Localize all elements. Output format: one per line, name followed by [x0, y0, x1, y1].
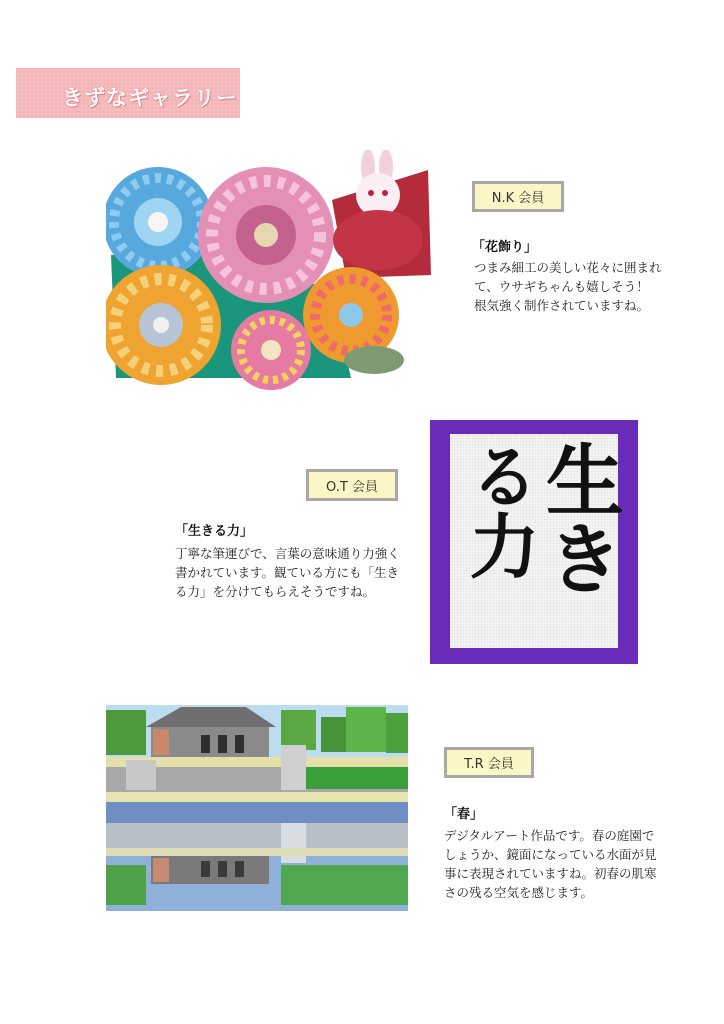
description-line: て、ウサギちゃんも嬉しそう！	[474, 279, 649, 294]
work-description-ikiru-chikara	[175, 544, 415, 601]
calligraphy-column-left: る力	[458, 440, 541, 580]
description-line: さの残る空気を感じます。	[444, 885, 594, 900]
description-line: る力」を分けてもらえそうですね。	[175, 584, 376, 599]
work-title-hanakazari: 「花飾り」	[472, 240, 538, 255]
member-tag-nk: N.K 会員	[472, 181, 564, 212]
work-title-ikiru-chikara: 「生きる力」	[175, 524, 254, 539]
description-line: 丁寧な筆運びで、言葉の意味通り力強く	[175, 546, 400, 561]
flower-decoration-photo	[106, 150, 436, 395]
member-tag-tr: T.R 会員	[444, 747, 534, 778]
description-line: 書かれています。観ている方にも「生き	[175, 565, 400, 580]
description-line: デジタルアート作品です。春の庭園で	[444, 828, 655, 843]
description-line: つまみ細工の美しい花々に囲まれ	[474, 260, 662, 275]
description-line: しょうか、鏡面になっている水面が見	[444, 847, 657, 862]
work-title-haru: 「春」	[444, 807, 484, 822]
work-description-hanakazari	[474, 258, 684, 315]
member-tag-ot: O.T 会員	[306, 469, 398, 501]
gallery-title: きずなギャラリー	[62, 86, 238, 110]
calligraphy-column-right: 生き	[533, 440, 624, 596]
description-line: 根気強く制作されていますね。	[474, 298, 650, 313]
spring-digital-art	[106, 705, 408, 911]
work-description-haru	[444, 826, 674, 902]
description-line: 事に表現されていますね。初春の肌寒	[444, 866, 657, 881]
